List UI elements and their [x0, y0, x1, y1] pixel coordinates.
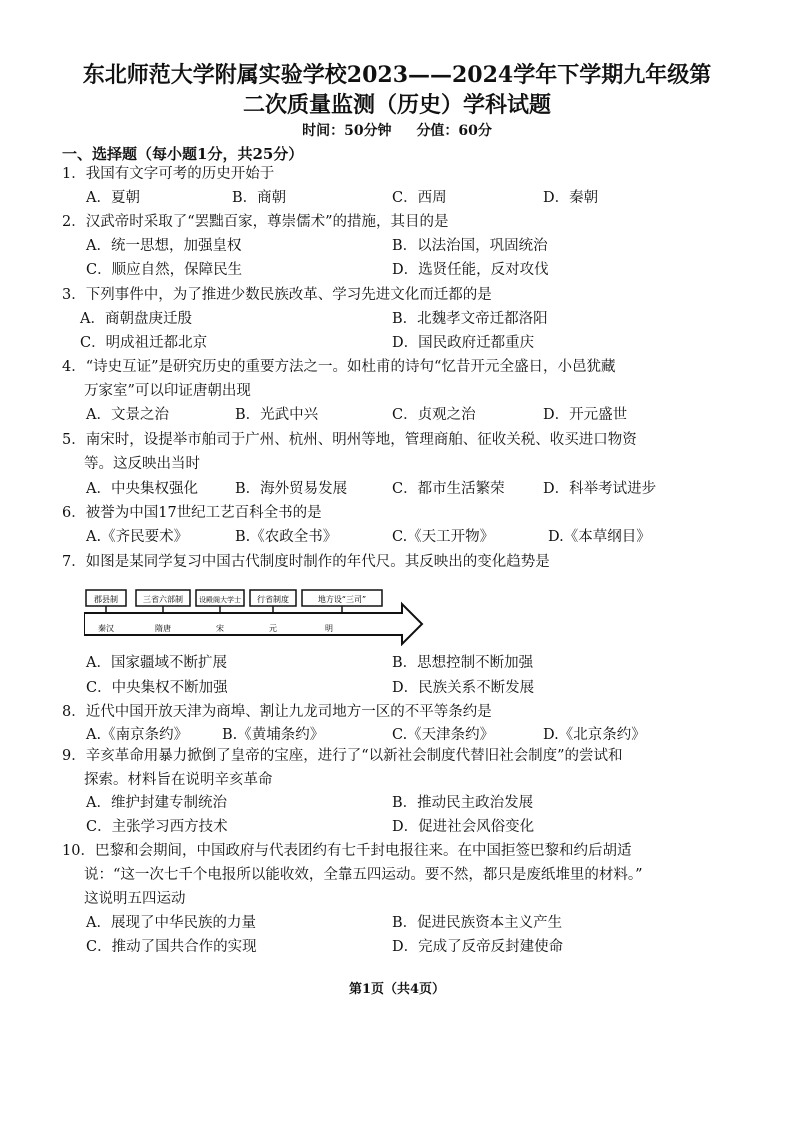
q7-option-d: D．民族关系不断发展 [392, 680, 535, 696]
timeline-box-label-4: 行省制度 [257, 595, 289, 604]
q2-stem: 2．汉武帝时采取了“罢黜百家，尊崇儒术”的措施，其目的是 [62, 214, 449, 230]
timeline-arrow [84, 604, 422, 644]
q8-option-a: A.《南京条约》 [86, 727, 189, 743]
timeline-box-label-2: 三省六部制 [143, 595, 183, 604]
q4-option-b: B．光武中兴 [235, 407, 319, 423]
q10-option-a: A．展现了中华民族的力量 [86, 915, 256, 931]
exam-title-line2: 二次质量监测（历史）学科试题 [242, 92, 551, 118]
timeline-era-3: 宋 [216, 624, 224, 633]
q8-option-b: B.《黄埔条约》 [222, 727, 325, 743]
q3-option-c: C．明成祖迁都北京 [80, 335, 208, 351]
q2-option-d: D．选贤任能，反对攻伐 [392, 262, 549, 278]
q1-option-b: B．商朝 [232, 190, 287, 206]
timeline-box-label-3: 设殿阁大学士 [199, 596, 241, 604]
q9-option-c: C．主张学习西方技术 [86, 819, 228, 835]
exam-score: 分值：60分 [416, 123, 492, 139]
q8-option-d: D.《北京条约》 [543, 727, 646, 743]
q10-stem-line3: 这说明五四运动 [84, 891, 186, 907]
q7-option-a: A．国家疆域不断扩展 [86, 655, 227, 671]
q5-option-d: D．科举考试进步 [543, 481, 657, 497]
timeline-era-5: 明 [325, 624, 333, 633]
q2-option-c: C．顺应自然，保障民生 [86, 262, 243, 278]
q6-option-a: A.《齐民要术》 [86, 529, 189, 545]
q1-stem: 1．我国有文字可考的历史开始于 [62, 166, 275, 182]
q4-option-a: A．文景之治 [86, 407, 169, 423]
timeline-era-4: 元 [269, 624, 277, 633]
timeline-box-label-5: 地方设“三司” [317, 595, 367, 604]
q10-option-b: B．促进民族资本主义产生 [392, 915, 563, 931]
q3-option-d: D．国民政府迁都重庆 [392, 335, 535, 351]
q8-option-c: C.《天津条约》 [392, 727, 495, 743]
q7-option-c: C．中央集权不断加强 [86, 680, 228, 696]
q3-stem: 3．下列事件中，为了推进少数民族改革、学习先进文化而迁都的是 [62, 287, 492, 303]
q6-option-c: C.《天工开物》 [392, 529, 495, 545]
timeline-era-2: 隋唐 [155, 624, 171, 633]
q6-option-d: D.《本草纲目》 [548, 529, 651, 545]
exam-title-line1: 东北师范大学附属实验学校2023——2024学年下学期九年级第 [82, 62, 712, 88]
q5-option-a: A．中央集权强化 [86, 481, 198, 497]
q9-stem-line2: 探索。材料旨在说明辛亥革命 [84, 772, 273, 788]
timeline-box-label-1: 郡县制 [94, 595, 118, 604]
q9-option-d: D．促进社会风俗变化 [392, 819, 535, 835]
q1-option-a: A．夏朝 [86, 190, 140, 206]
exam-time: 时间：50分钟 [302, 123, 392, 139]
q9-option-a: A．维护封建专制统治 [86, 795, 227, 811]
page-number: 第1页（共4页） [348, 982, 446, 997]
q4-stem-line1: 4．“诗史互证”是研究历史的重要方法之一。如杜甫的诗句“忆昔开元全盛日，小邑犹藏 [62, 359, 616, 375]
exam-meta [0, 120, 794, 140]
q1-option-d: D．秦朝 [543, 190, 599, 206]
q10-stem-line2: 说：“这一次七千个电报所以能收效，全靠五四运动。要不然，都只是废纸堆里的材料。” [84, 867, 643, 883]
q5-stem-line1: 5．南宋时，设提举市舶司于广州、杭州、明州等地，管理商舶、征收关税、收买进口物资 [62, 432, 637, 448]
q1-option-c: C．西周 [392, 190, 447, 206]
q7-stem: 7．如图是某同学复习中国古代制度时制作的年代尺。其反映出的变化趋势是 [62, 554, 550, 570]
q2-option-b: B．以法治国，巩固统治 [392, 238, 548, 254]
q5-option-c: C．都市生活繁荣 [392, 481, 505, 497]
q5-stem-line2: 等。这反映出当时 [84, 456, 200, 472]
q9-option-b: B．推动民主政治发展 [392, 795, 534, 811]
q10-option-c: C．推动了国共合作的实现 [86, 939, 257, 955]
section-title: 一、选择题（每小题1分，共25分） [62, 145, 304, 163]
q6-stem: 6．被誉为中国17世纪工艺百科全书的是 [62, 505, 322, 521]
q3-option-a: A．商朝盘庚迁殷 [80, 311, 192, 327]
timeline-era-1: 秦汉 [98, 624, 114, 633]
q4-stem-line2: 万家室”可以印证唐朝出现 [84, 383, 251, 399]
q10-stem-line1: 10．巴黎和会期间，中国政府与代表团约有七千封电报往来。在中国拒签巴黎和约后胡适 [62, 843, 632, 859]
q7-option-b: B．思想控制不断加强 [392, 655, 534, 671]
q6-option-b: B.《农政全书》 [235, 529, 338, 545]
q3-option-b: B．北魏孝文帝迁都洛阳 [392, 311, 548, 327]
q10-option-d: D．完成了反帝反封建使命 [392, 939, 564, 955]
q8-stem: 8．近代中国开放天津为商埠、割让九龙司地方一区的不平等条约是 [62, 704, 492, 720]
q5-option-b: B．海外贸易发展 [235, 481, 348, 497]
q2-option-a: A．统一思想，加强皇权 [86, 238, 242, 254]
timeline-figure [84, 586, 424, 646]
q4-option-c: C．贞观之治 [392, 407, 476, 423]
q4-option-d: D．开元盛世 [543, 407, 628, 423]
q9-stem-line1: 9．辛亥革命用暴力掀倒了皇帝的宝座，进行了“以新社会制度代替旧社会制度”的尝试和 [62, 748, 623, 764]
